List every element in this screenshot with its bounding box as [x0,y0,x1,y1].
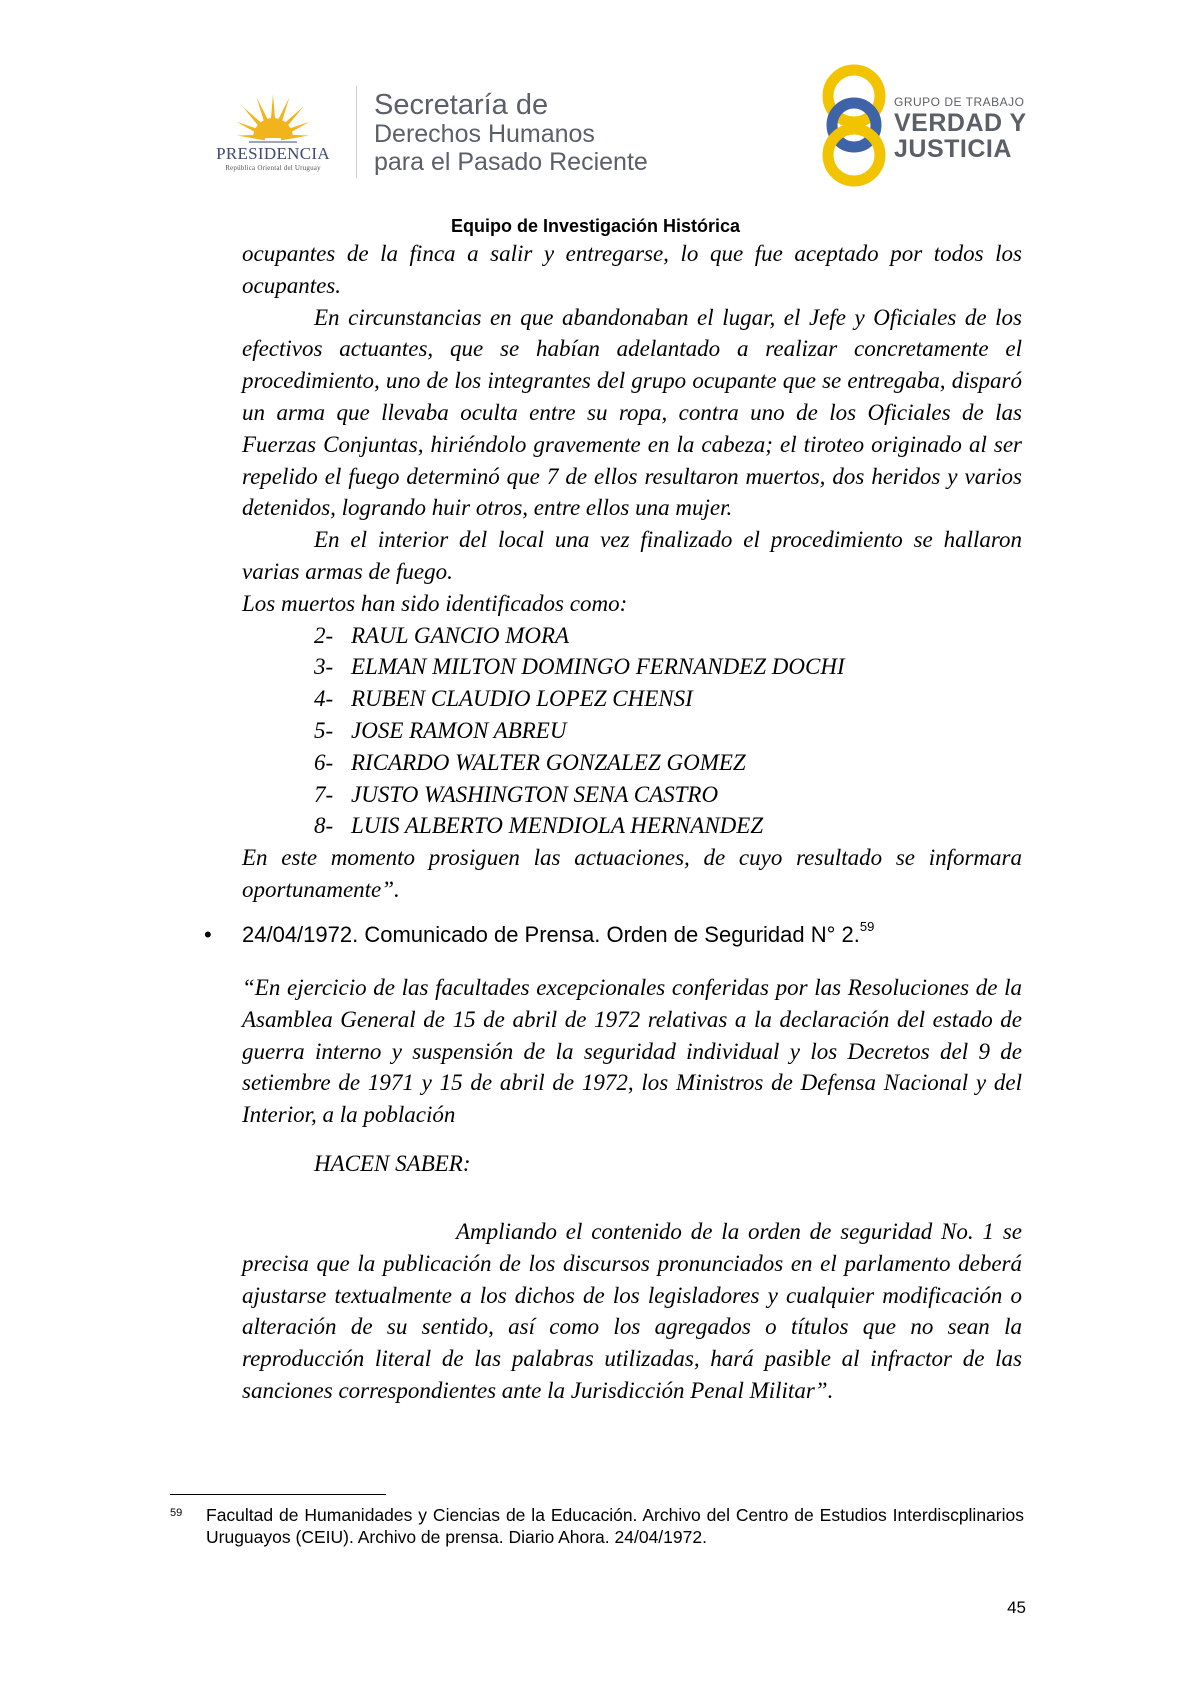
bullet-text: 24/04/1972. Comunicado de Prensa. Orden de Seguridad N° 2. [242,922,860,947]
footnote-text: Facultad de Humanidades y Ciencias de la Educación. Archivo del Centro de Estudios Interdiscplinarios Uruguayos (CEIU). Archivo de prensa. Diario Ahora. 24/04/1972. [206,1505,1024,1547]
list-item: 5- JOSE RAMON ABREU [314,717,567,743]
header-divider [356,86,357,178]
presidencia-name: PRESIDENCIA [216,144,330,163]
list-item: 2- RAUL GANCIO MORA [314,622,570,648]
deceased-list [242,620,1022,843]
bullet-dot-icon: • [204,922,212,947]
gtvj-line-1: GRUPO DE TRABAJO [894,95,1025,109]
list-item: 6- RICARDO WALTER GONZALEZ GOMEZ [314,749,746,775]
presidencia-subtitle: República Oriental del Uruguay [225,164,321,172]
footnote-ref[interactable]: 59 [859,919,875,934]
list-item: 8- LUIS ALBERTO MENDIOLA HERNANDEZ [314,813,764,839]
footnote-rule [170,1494,386,1495]
secretaria-line-2: Derechos Humanos [374,120,595,148]
quote-block-3 [242,1216,1022,1407]
body-block-1 [242,238,1022,906]
paragraph-2: En circunstancias en que abandonaban el lugar, el Jefe y Oficiales de los efectivos actuantes, que se habían adelantado a realizar concretamente el procedimiento, uno de los integrantes del grupo ocupante que se entregaba, disparó un arma que llevaba oculta entre su ropa, contra uno de los Oficiales de las Fuerzas Conjuntas, hiriéndolo gravemente en la cabeza; el tiroteo originado al ser repelido el fuego determinó que 7 de ellos resultaron muertos, dos heridos y varios detenidos, logrando huir otros, entre ellos una mujer. [242,304,1022,521]
paragraph-4: Los muertos han sido identificados como: [242,590,628,616]
quote-block-2 [242,1148,1022,1180]
paragraph-5: En este momento prosiguen las actuaciones, de cuyo resultado se informara oportunamente”. [242,845,1022,902]
gtvj-line-3: JUSTICIA [894,135,1012,163]
gtvj-line-2: VERDAD Y [894,109,1027,137]
list-item: 7- JUSTO WASHINGTON SENA CASTRO [314,781,719,807]
quote-paragraph-2: HACEN SABER: [314,1151,471,1176]
list-item: 3- ELMAN MILTON DOMINGO FERNANDEZ DOCHI [314,654,845,680]
quote-block-1 [242,972,1022,1131]
page-number: 45 [1007,1598,1026,1617]
paragraph-3: En el interior del local una vez finalizado el procedimiento se hallaron varias armas de fuego. [242,527,1022,584]
page-header [0,0,1191,236]
quote-paragraph-3: Ampliando el contenido de la orden de seguridad No. 1 se precisa que la publicación de los discursos pronunciados en el parlamento deberá ajustarse textualmente a los dichos de los legisladores y cualquier modificación o alteración de su sentido, así como los agregados o títulos que no sean la reproducción literal de las palabras utilizadas, hará pasible al infractor de las sanciones correspondientes ante la Jurisdicción Penal Militar”. [242,1219,1022,1403]
team-title: Equipo de Investigación Histórica [450,216,741,236]
footnote-number: 59 [170,1507,183,1519]
secretaria-line-1: Secretaría de [374,89,549,121]
list-item: 4- RUBEN CLAUDIO LOPEZ CHENSI [314,686,693,712]
footnote [170,1504,1024,1548]
quote-paragraph-1: “En ejercicio de las facultades excepcionales conferidas por las Resoluciones de la Asamblea General de 15 de abril de 1972 relativas a la declaración del estado de guerra interno y suspensión de la seguridad individual y los Decretos del 9 de setiembre de 1971 y 15 de abril de 1972, los Ministros de Defensa Nacional y del Interior, a la población [242,975,1022,1128]
paragraph-1: ocupantes de la finca a salir y entregarse, lo que fue aceptado por todos los ocupantes. [242,241,1022,298]
secretaria-title [374,90,648,176]
verdad-justicia-rings-logo [806,62,902,188]
verdad-justicia-title [894,94,1027,162]
secretaria-line-3: para el Pasado Reciente [374,148,648,176]
